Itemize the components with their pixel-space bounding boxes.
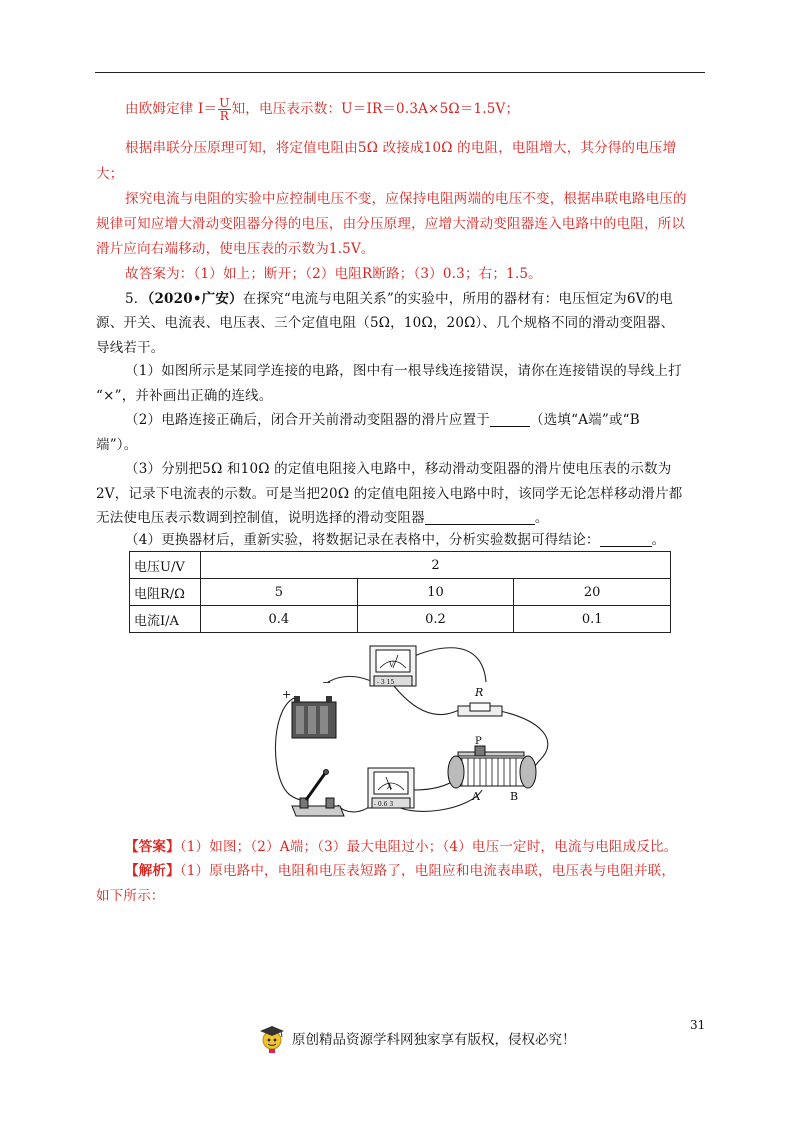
subquestion-1: “×”，并补画出正确的连线。 (96, 388, 273, 404)
table-cell: 0.2 (357, 606, 514, 633)
voltmeter (370, 646, 416, 686)
header-rule (95, 72, 705, 73)
ammeter-label: A (387, 783, 393, 791)
circuit-diagram (270, 640, 560, 825)
question-text: 无法使电压表示数调到控制值，说明选择的滑动变阻器 (96, 510, 425, 526)
question-number: 5． (125, 291, 148, 307)
fraction-numerator: U (219, 96, 230, 110)
solution-line: 滑片应向右端移动，使电压表的示数为1.5V。 (96, 241, 375, 257)
subquestion-4 (125, 531, 665, 549)
battery (282, 676, 336, 738)
table-cell: 20 (514, 579, 671, 606)
scholar-mascot-icon (256, 1022, 288, 1054)
fraction-u-over-r (218, 97, 230, 122)
voltmeter-terminals: - 3 15 (377, 679, 395, 686)
solution-text: 由欧姆定律 I＝ (125, 101, 218, 117)
battery-plus-label: + (282, 688, 292, 701)
question-text: 。 (651, 532, 666, 548)
question-text: 源、开关、电流表、电压表、三个定值电阻（5Ω，10Ω，20Ω）、几个规格不同的滑动变阻器、 (96, 315, 675, 331)
analysis-line (125, 862, 675, 880)
table-cell: 2 (201, 552, 671, 579)
answer-blank[interactable] (600, 532, 652, 547)
table-row (130, 606, 671, 633)
table-cell: 0.4 (201, 606, 358, 633)
question-text: 。 (534, 510, 549, 526)
question-text: 导线若干。 (96, 340, 165, 356)
voltmeter-label: V (389, 661, 395, 669)
table-cell: 5 (201, 579, 358, 606)
row-header: 电阻R/Ω (130, 579, 201, 606)
table-cell: 10 (357, 579, 514, 606)
solution-line: 根据串联分压原理可知，将定值电阻由5Ω 改接成10Ω 的电阻，电阻增大，其分得的电压增 (125, 140, 677, 156)
question-5-stem (125, 290, 673, 308)
answer-line (125, 838, 677, 856)
subquestion-3 (96, 509, 549, 527)
subquestion-1: （1）如图所示是某同学连接的电路，图中有一根导线连接错误，请你在连接错误的导线上打 (125, 363, 682, 379)
end-a-label: A (472, 790, 480, 803)
end-b-label: B (510, 790, 519, 803)
subquestion-2: 端”）。 (96, 437, 138, 453)
page-number: 31 (690, 1018, 706, 1032)
answer-text: （1）如图；（2）A端；（3）最大电阻过小；（4）电压一定时，电流与电阻成反比。 (179, 839, 678, 855)
solution-line: 探究电流与电阻的实验中应控制电压不变，应保持电阻两端的电压不变，根据串联电路电压的 (125, 191, 687, 207)
subquestion-3: （3）分别把5Ω 和10Ω 的定值电阻接入电路中，移动滑动变阻器的滑片使电压表的示数为 (125, 461, 672, 477)
question-text: （2）电路连接正确后，闭合开关前滑动变阻器的滑片应置于 (125, 412, 490, 428)
footer-text: 原创精品资源学科网独家享有版权，侵权必究！ (292, 1032, 576, 1048)
solution-line-ohms-law (125, 97, 519, 122)
ammeter (368, 768, 414, 808)
question-text: 在探究“电流与电阻关系”的实验中，所用的器材有：电压恒定为6V的电 (242, 291, 674, 307)
analysis-text: （1）原电路中，电阻和电压表短路了，电阻应和电流表串联，电压表与电阻并联， (179, 863, 676, 879)
wire (394, 686, 460, 715)
fixed-resistor (458, 686, 502, 716)
question-text: （4）更换器材后，重新实验，将数据记录在表格中，分析实验数据可得结论： (125, 532, 600, 548)
row-header: 电压U/V (130, 552, 201, 579)
analysis-label: 【解析】 (125, 863, 180, 879)
solution-line: 大； (96, 166, 124, 182)
question-source: （2020•广安） (147, 291, 243, 307)
table-cell: 0.1 (514, 606, 671, 633)
subquestion-2 (125, 411, 640, 429)
table-row (130, 579, 671, 606)
fraction-denominator: R (219, 109, 230, 123)
wire (414, 780, 455, 790)
data-table (129, 551, 671, 633)
slider-label: P (475, 736, 482, 747)
switch (292, 770, 344, 817)
rheostat (448, 736, 536, 803)
subquestion-3: 2V，记录下电流表的示数。可是当把20Ω 的定值电阻接入电路中时，该同学无论怎样移动滑片都 (96, 486, 683, 502)
answer-blank[interactable] (490, 412, 530, 427)
analysis-line: 如下所示： (96, 888, 165, 904)
solution-line: 规律可知应增大滑动变阻器分得的电压，由分压原理，应增大滑动变阻器连入电路中的电阻，所以 (96, 216, 686, 232)
answer-blank[interactable] (425, 510, 535, 525)
question-text: （选填“A端”或“B (530, 412, 640, 428)
table-row (130, 552, 671, 579)
copyright-footer (256, 1022, 576, 1054)
row-header: 电流I/A (130, 606, 201, 633)
resistor-label: R (475, 686, 484, 699)
answer-summary: 故答案为：（1）如上；断开；（2）电阻R断路；（3）0.3；右；1.5。 (125, 266, 542, 282)
ammeter-terminals: - 0.6 3 (374, 801, 394, 808)
solution-text: 知，电压表示数：U＝IR＝0.3A×5Ω＝1.5V； (231, 101, 520, 117)
battery-minus-label: − (322, 676, 332, 689)
answer-label: 【答案】 (125, 839, 180, 855)
